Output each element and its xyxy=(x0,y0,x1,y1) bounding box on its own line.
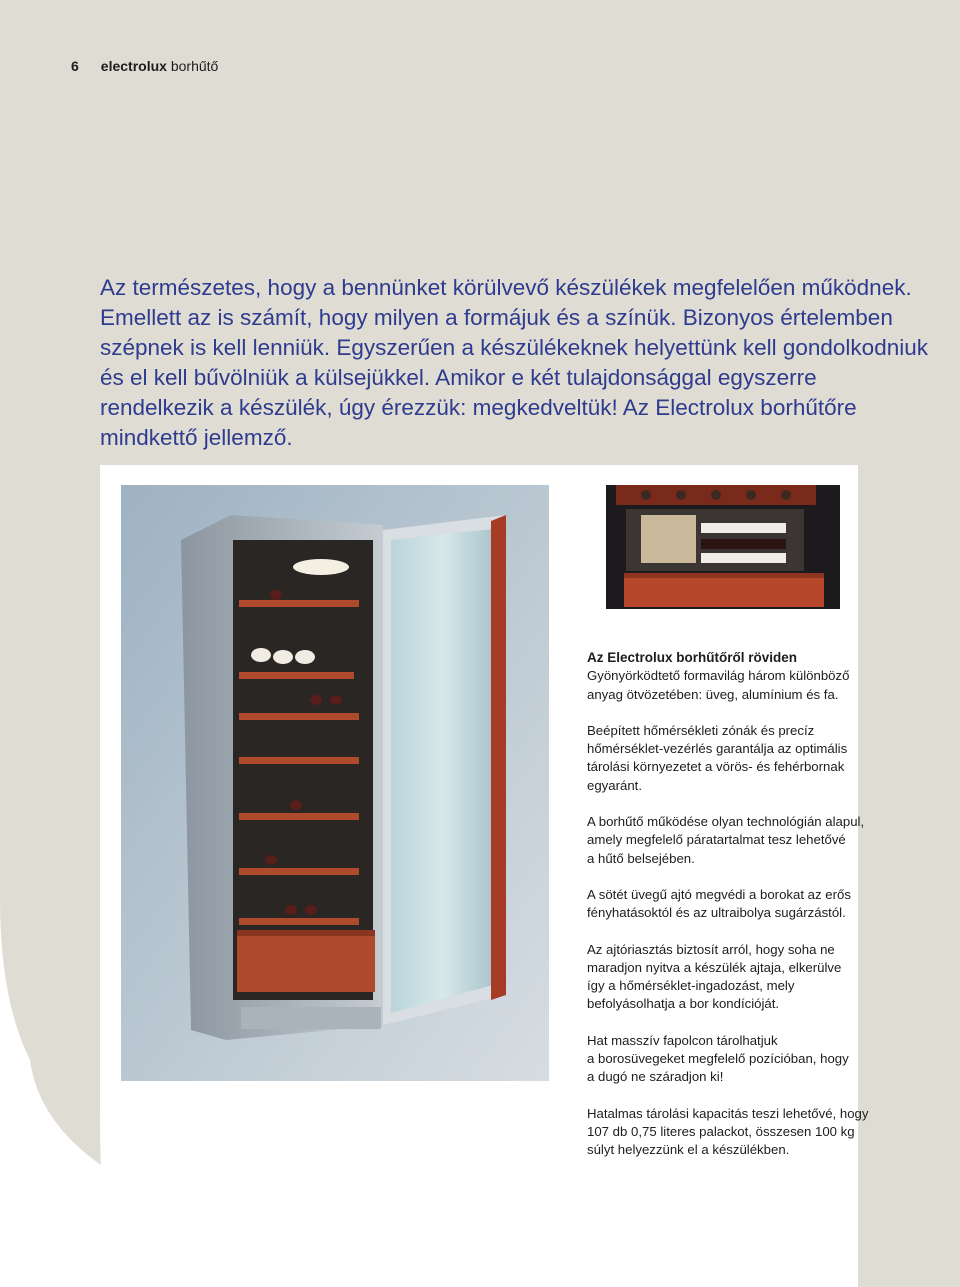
sidebar-title: Az Electrolux borhűtőről röviden xyxy=(587,650,798,665)
page-header xyxy=(71,58,218,74)
frame-divider-vertical xyxy=(856,485,858,632)
frame-divider-horizontal xyxy=(589,630,858,632)
feature-paragraph: A borhűtő működése olyan technológián alapul, amely megfelelő páratartalmat tesz lehetővé a hűtő belsejében. xyxy=(587,814,865,866)
feature-sidebar xyxy=(587,649,887,1178)
intro-paragraph: Az természetes, hogy a bennünket körülvevő készülékek megfelelően működnek. Emellett az is számít, hogy milyen a formájuk és a színük. Bizonyos értelemben szépnek is kell lenniük. Egyszerűen a készülékeknek helyettünk kell gondolkodniuk és el kell bűvölniük a külsejükkel. Amikor e két tulajdonsággal egyszerre rendelkezik a készülék, úgy érezzük: megkedveltük! Az Electrolux borhűtőre mindkettő jellemző. xyxy=(100,275,928,450)
product-name: borhűtő xyxy=(170,58,219,74)
brand-name: electrolux xyxy=(100,58,167,74)
feature-paragraph: Beépített hőmérsékleti zónák és precíz hőmérséklet-vezérlés garantálja az optimális tárolási környezetet a vörös- és fehérbornak egyaránt. xyxy=(587,722,848,793)
wine-drawer-photo xyxy=(606,485,840,609)
feature-paragraph: Az ajtóriasztás biztosít arról, hogy soha ne maradjon nyitva a készülék ajtaja, elkerülve így a hőmérséklet-ingadozást, mely befolyásolhatja a bor kondícióját. xyxy=(587,941,842,1012)
feature-paragraph: Hat masszív fapolcon tárolhatjuk a borosüvegeket megfelelő pozícióban, hogy a dugó ne száradjon ki! xyxy=(587,1032,849,1085)
wine-cooler-photo xyxy=(121,485,549,1081)
feature-paragraph: Gyönyörködtető formavilág három különböző anyag ötvözetében: üveg, alumínium és fa. xyxy=(587,668,850,702)
feature-paragraph: A sötét üvegű ajtó megvédi a borokat az erős fényhatásoktól és az ultraibolya sugárzástól. xyxy=(587,886,851,921)
feature-paragraph: Hatalmas tárolási kapacitás teszi lehetővé, hogy 107 db 0,75 literes palackot, összesen 100 kg súlyt helyezzünk el a készülékben. xyxy=(587,1105,869,1158)
page-number: 6 xyxy=(71,58,79,74)
